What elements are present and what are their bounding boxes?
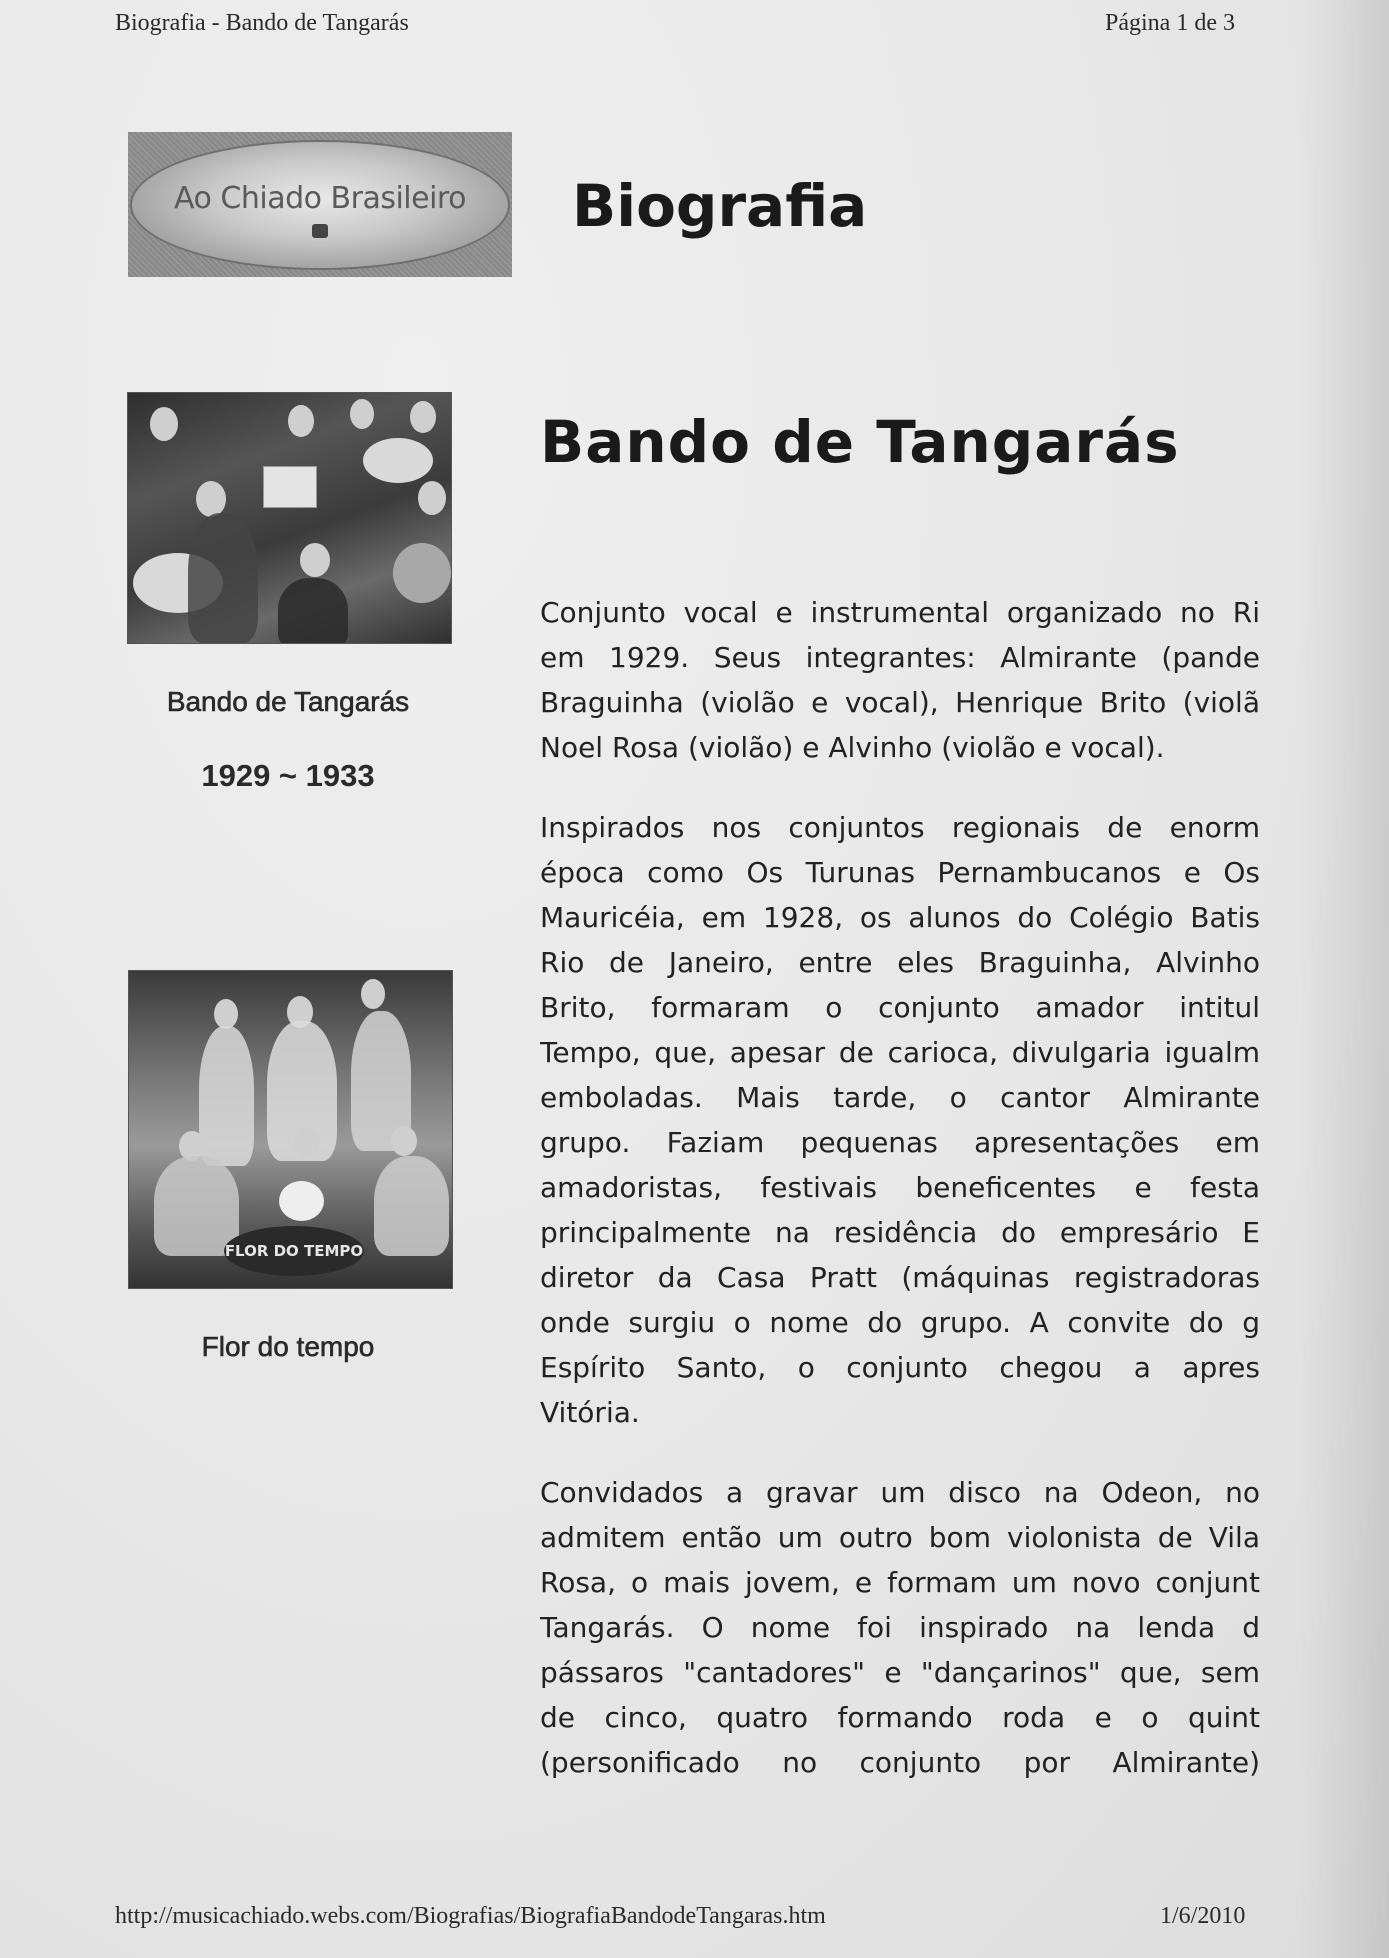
text-line: Mauricéia, em 1928, os alunos do Colégio Batis xyxy=(540,901,1260,934)
text-line: diretor da Casa Pratt (máquinas registradoras xyxy=(540,1261,1260,1294)
paragraph-3 xyxy=(540,1470,1260,1785)
microphone-icon xyxy=(312,224,328,238)
print-footer-date: 1/6/2010 xyxy=(1160,1903,1246,1929)
text-line: Rio de Janeiro, entre eles Braguinha, Alvinho xyxy=(540,946,1260,979)
paragraph-2 xyxy=(540,805,1260,1435)
band-sign xyxy=(263,466,317,508)
band-photo-flor-do-tempo xyxy=(128,970,453,1289)
text-line: principalmente na residência do empresário E xyxy=(540,1216,1260,1249)
text-line: Braguinha (violão e vocal), Henrique Brito (violã xyxy=(540,686,1260,719)
paragraph-1 xyxy=(540,590,1260,770)
text-line: Noel Rosa (violão) e Alvinho (violão e vocal). xyxy=(540,731,1165,764)
text-line: Tempo, que, apesar de carioca, divulgaria igualm xyxy=(540,1036,1260,1069)
text-line: emboladas. Mais tarde, o cantor Almirante xyxy=(540,1081,1260,1114)
text-line: em 1929. Seus integrantes: Almirante (pande xyxy=(540,641,1260,674)
band-photo-bando-de-tangaras xyxy=(127,392,452,644)
text-line: Inspirados nos conjuntos regionais de enorm xyxy=(540,811,1260,844)
text-line: Convidados a gravar um disco na Odeon, no xyxy=(540,1476,1260,1509)
drum-label: FLOR DO TEMPO xyxy=(224,1226,364,1276)
photo1-caption: Bando de Tangarás xyxy=(166,686,410,717)
print-header-page-number: Página 1 de 3 xyxy=(1105,10,1235,36)
text-line: época como Os Turunas Pernambucanos e Os xyxy=(540,856,1260,889)
text-line: Rosa, o mais jovem, e formam um novo conjunt xyxy=(540,1566,1260,1599)
text-line: amadoristas, festivais beneficentes e festa xyxy=(540,1171,1260,1204)
band-title: Bando de Tangarás xyxy=(540,408,1180,476)
text-line: grupo. Faziam pequenas apresentações em xyxy=(540,1126,1260,1159)
scan-edge-shadow xyxy=(1299,0,1389,1958)
text-line: de cinco, quatro formando roda e o quint xyxy=(540,1701,1260,1734)
logo-oval xyxy=(130,140,510,270)
text-line: admitem então um outro bom violonista de Vila xyxy=(540,1521,1260,1554)
print-header-title: Biografia - Bando de Tangarás xyxy=(115,10,409,36)
text-line: Tangarás. O nome foi inspirado na lenda d xyxy=(540,1611,1260,1644)
text-line: Espírito Santo, o conjunto chegou a apres xyxy=(540,1351,1260,1384)
logo-text: Ao Chiado Brasileiro xyxy=(174,181,466,216)
text-line: Conjunto vocal e instrumental organizado no Ri xyxy=(540,596,1260,629)
text-line: onde surgiu o nome do grupo. A convite do g xyxy=(540,1306,1260,1339)
site-logo[interactable] xyxy=(128,132,512,277)
text-line: Brito, formaram o conjunto amador intitul xyxy=(540,991,1260,1024)
print-footer-url[interactable]: http://musicachiado.webs.com/Biografias/BiografiaBandodeTangaras.htm xyxy=(115,1903,826,1929)
text-line: Vitória. xyxy=(540,1396,640,1429)
photo2-caption: Flor do tempo xyxy=(201,1331,375,1362)
text-line: (personificado no conjunto por Almirante) xyxy=(540,1746,1260,1779)
text-line: pássaros "cantadores" e "dançarinos" que, sem xyxy=(540,1656,1260,1689)
page-title: Biografia xyxy=(572,172,868,240)
photo1-years: 1929 ~ 1933 xyxy=(201,758,375,793)
